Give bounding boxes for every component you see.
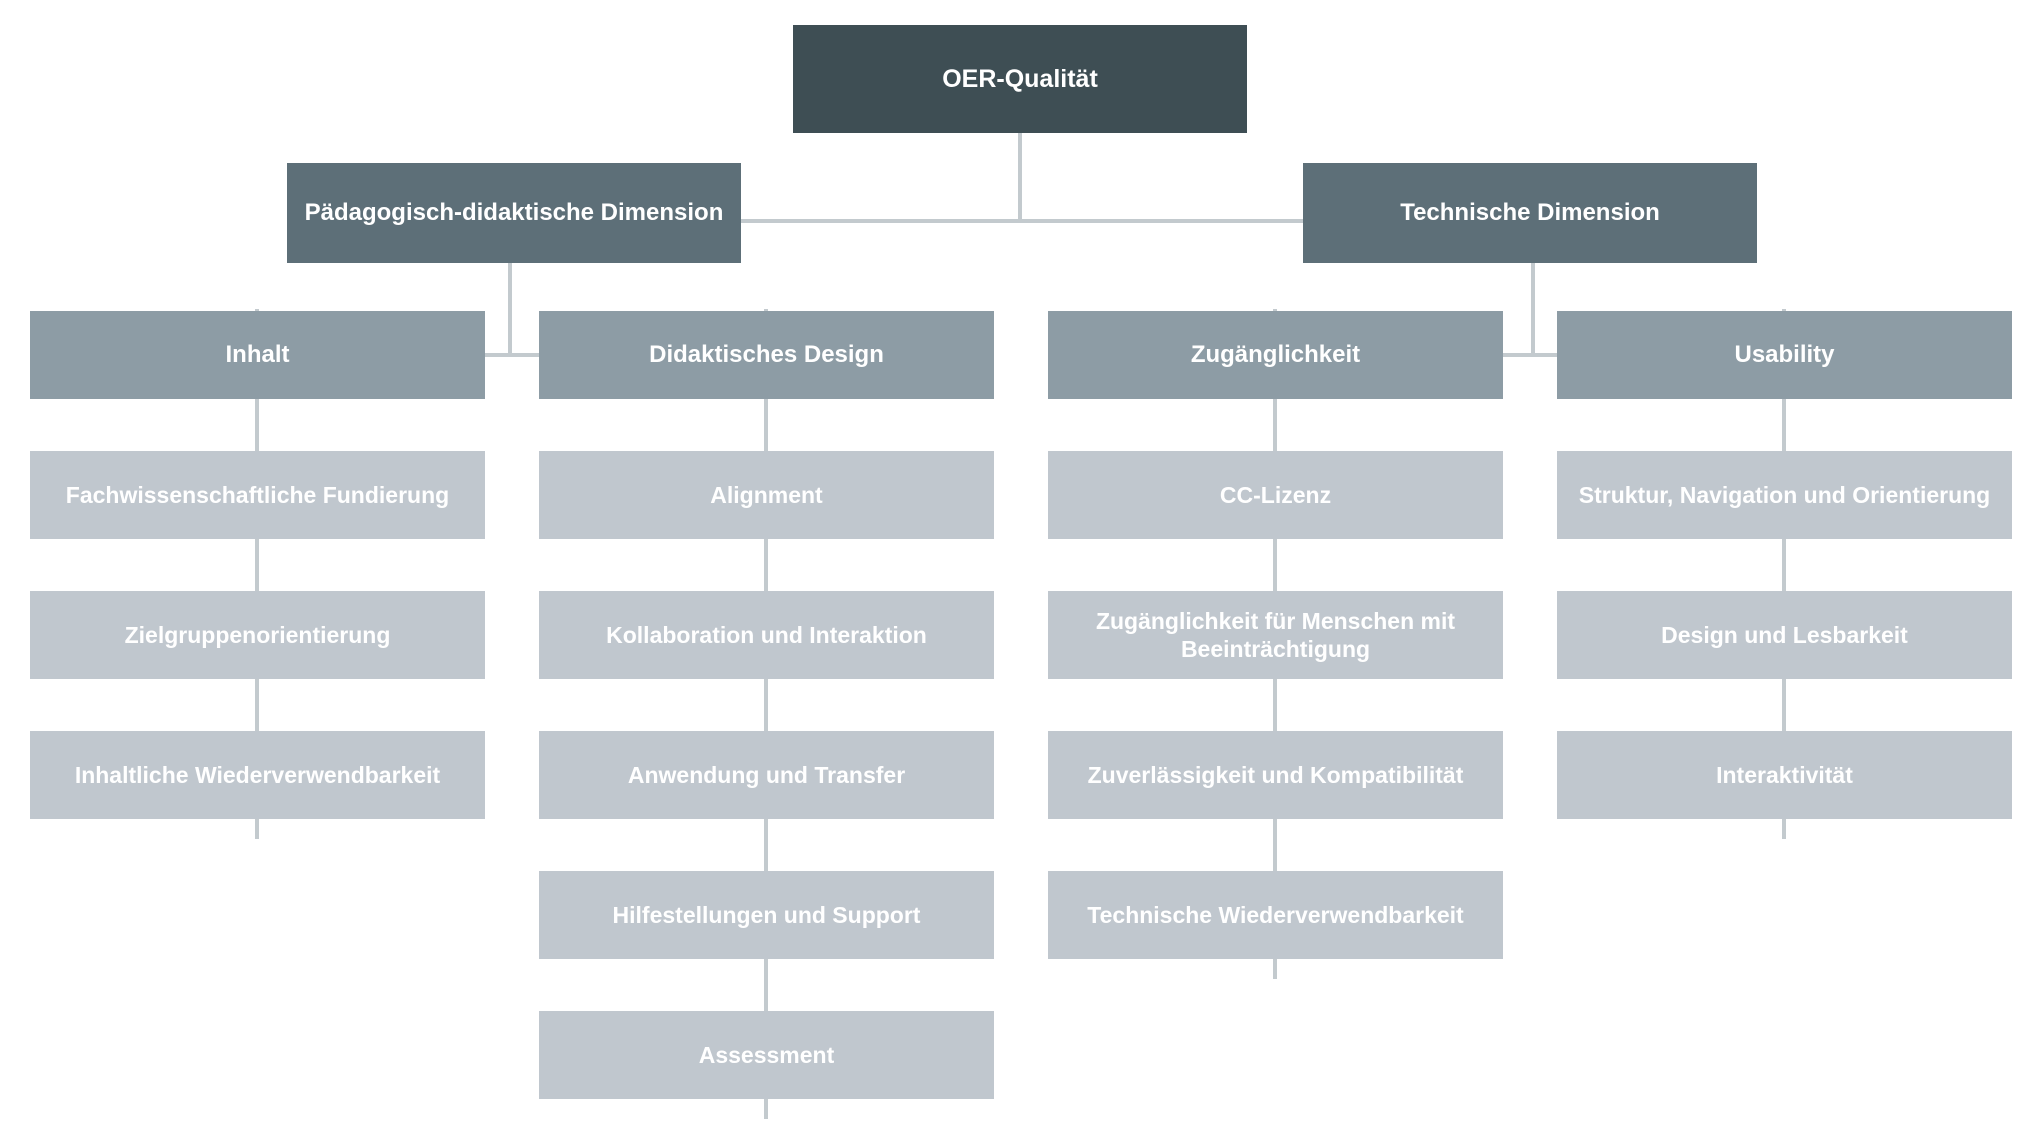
node-criterion-inhalt-3[interactable]: Inhaltliche Wiederverwendbarkeit (30, 731, 485, 819)
node-criterion-zugaenglichkeit-3[interactable]: Zuverlässigkeit und Kompatibilität (1048, 731, 1503, 819)
connector-root-down (1018, 133, 1022, 222)
node-criterion-didaktik-4[interactable]: Hilfestellungen und Support (539, 871, 994, 959)
node-criterion-usability-3[interactable]: Interaktivität (1557, 731, 2012, 819)
node-criterion-usability-2[interactable]: Design und Lesbarkeit (1557, 591, 2012, 679)
connector-right-dimension-down (1531, 263, 1535, 357)
node-criterion-zugaenglichkeit-1[interactable]: CC-Lizenz (1048, 451, 1503, 539)
node-criterion-inhalt-1[interactable]: Fachwissenschaftliche Fundierung (30, 451, 485, 539)
node-dimension-paedagogisch-didaktisch[interactable]: Pädagogisch-didaktische Dimension (287, 163, 741, 263)
node-criterion-usability-1[interactable]: Struktur, Navigation und Orientierung (1557, 451, 2012, 539)
node-dimension-technisch[interactable]: Technische Dimension (1303, 163, 1757, 263)
node-root-oer-qualitaet[interactable]: OER-Qualität (793, 25, 1247, 133)
node-criterion-didaktik-5[interactable]: Assessment (539, 1011, 994, 1099)
node-category-inhalt[interactable]: Inhalt (30, 311, 485, 399)
node-criterion-didaktik-2[interactable]: Kollaboration und Interaktion (539, 591, 994, 679)
node-criterion-didaktik-1[interactable]: Alignment (539, 451, 994, 539)
node-category-zugaenglichkeit[interactable]: Zugänglichkeit (1048, 311, 1503, 399)
node-criterion-didaktik-3[interactable]: Anwendung und Transfer (539, 731, 994, 819)
node-category-didaktisches-design[interactable]: Didaktisches Design (539, 311, 994, 399)
node-criterion-inhalt-2[interactable]: Zielgruppenorientierung (30, 591, 485, 679)
node-category-usability[interactable]: Usability (1557, 311, 2012, 399)
node-criterion-zugaenglichkeit-2[interactable]: Zugänglichkeit für Menschen mit Beeinträchtigung (1048, 591, 1503, 679)
connector-left-dimension-down (508, 263, 512, 357)
node-criterion-zugaenglichkeit-4[interactable]: Technische Wiederverwendbarkeit (1048, 871, 1503, 959)
